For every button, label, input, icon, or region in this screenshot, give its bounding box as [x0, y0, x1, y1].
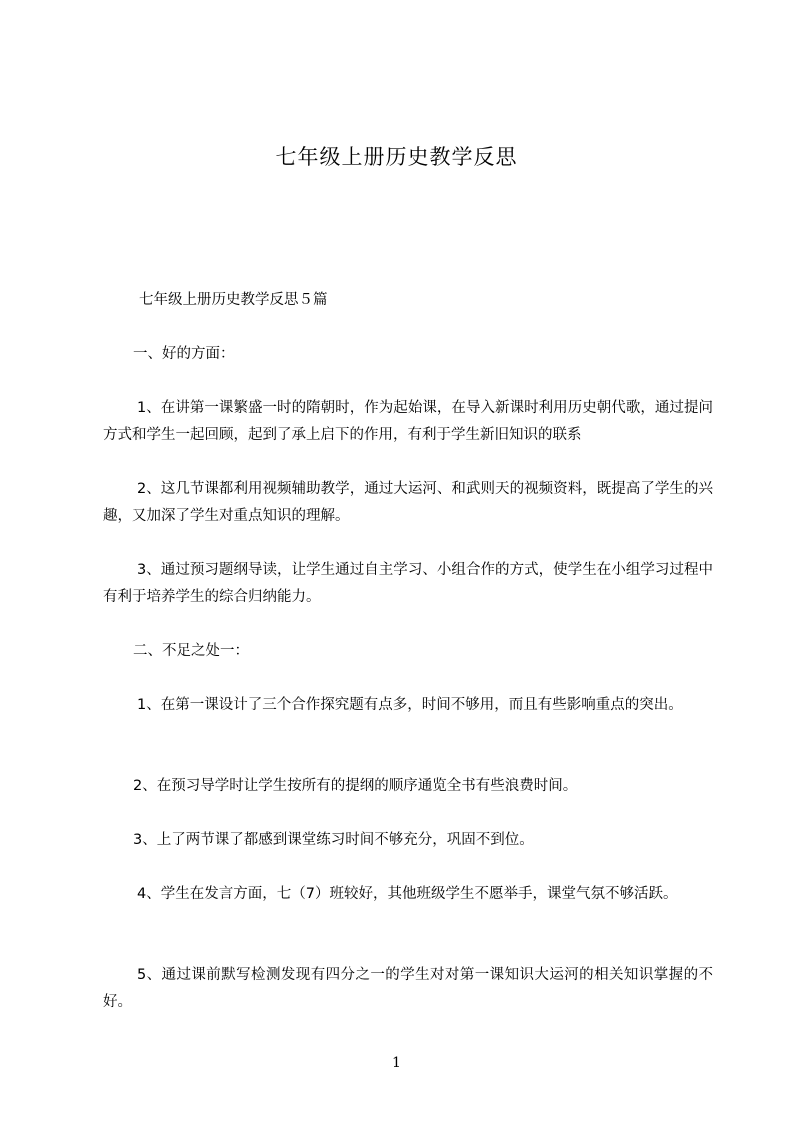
good-point-2: 2、这几节课都利用视频辅助教学，通过大运河、和武则天的视频资料，既提高了学生的兴趣，又加深了学生对重点知识的理解。	[103, 481, 713, 524]
shortcoming-4: 4、学生在发言方面，七（7）班较好，其他班级学生不愿举手，课堂气氛不够活跃。	[137, 886, 678, 902]
shortcoming-1: 1、在第一课设计了三个合作探究题有点多，时间不够用，而且有些影响重点的突出。	[137, 697, 683, 713]
good-point-1: 1、在讲第一课繁盛一时的隋朝时，作为起始课，在导入新课时利用历史朝代歌，通过提问方式和学生一起回顾，起到了承上启下的作用，有利于学生新旧知识的联系	[103, 400, 713, 443]
shortcoming-3: 3、上了两节课了都感到课堂练习时间不够充分，巩固不到位。	[133, 832, 534, 848]
section-heading-good: 一、好的方面：	[133, 346, 235, 362]
page-title: 七年级上册历史教学反思	[275, 145, 518, 169]
good-point-3: 3、通过预习题纲导读，让学生通过自主学习、小组合作的方式，使学生在小组学习过程中有利于培养学生的综合归纳能力。	[103, 562, 713, 605]
page-number: 1	[392, 1055, 401, 1071]
shortcoming-2: 2、在预习导学时让学生按所有的提纲的顺序通览全书有些浪费时间。	[133, 778, 578, 794]
shortcoming-5: 5、通过课前默写检测发现有四分之一的学生对对第一课知识大运河的相关知识掌握的不好。	[103, 967, 713, 1010]
section-heading-shortcomings: 二、不足之处一：	[133, 643, 249, 659]
subtitle-paragraph: 七年级上册历史教学反思５篇	[139, 292, 328, 308]
